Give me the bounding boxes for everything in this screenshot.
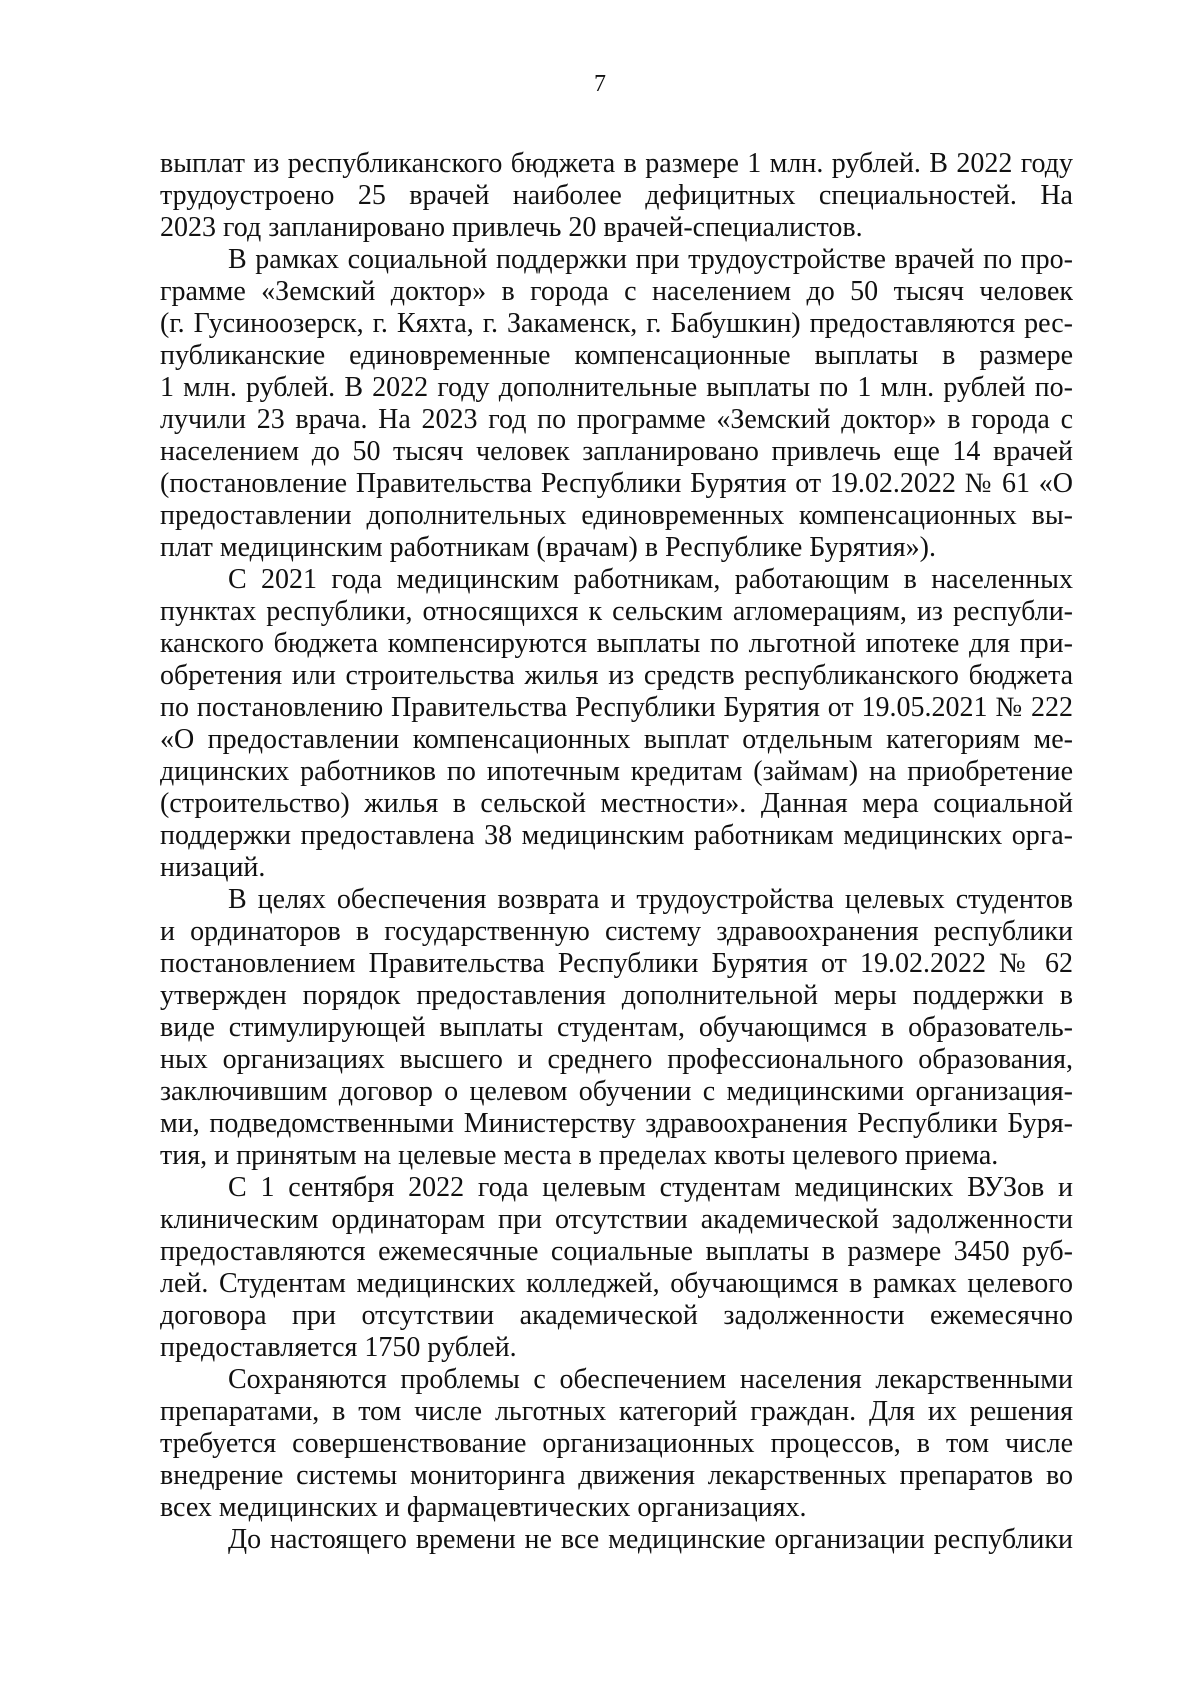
text-line: заключившим договор о целевом обучении с медицинскими организация- <box>160 1076 1073 1107</box>
text-line: внедрение системы мониторинга движения лекарственных препаратов во <box>160 1460 1073 1491</box>
text-line: постановлением Правительства Республики Бурятия от 19.02.2022 № 62 <box>160 948 1073 979</box>
text-line: предоставлении дополнительных единовременных компенсационных вы- <box>160 500 1073 531</box>
text-line: трудоустроено 25 врачей наиболее дефицитных специальностей. На <box>160 180 1073 211</box>
text-line: плат медицинским работникам (врачам) в Республике Бурятия»). <box>160 532 936 563</box>
text-line: дицинских работников по ипотечным кредитам (займам) на приобретение <box>160 756 1073 787</box>
text-line: требуется совершенствование организационных процессов, в том числе <box>160 1428 1073 1459</box>
paragraph <box>160 1524 1073 1556</box>
text-line: предоставляются ежемесячные социальные выплаты в размере 3450 руб- <box>160 1236 1073 1267</box>
text-line: по постановлению Правительства Республики Бурятия от 19.05.2021 № 222 <box>160 692 1073 723</box>
text-line: виде стимулирующей выплаты студентам, обучающимся в образователь- <box>160 1012 1073 1043</box>
text-line: ми, подведомственными Министерству здравоохранения Республики Буря- <box>160 1108 1073 1139</box>
text-line: публиканские единовременные компенсационные выплаты в размере <box>160 340 1073 371</box>
text-line: С 2021 года медицинским работникам, работающим в населенных <box>228 564 1073 595</box>
text-line: населением до 50 тысяч человек запланировано привлечь еще 14 врачей <box>160 436 1073 467</box>
paragraph <box>160 564 1073 884</box>
paragraph <box>160 1172 1073 1364</box>
paragraph <box>160 244 1073 564</box>
text-line: В рамках социальной поддержки при трудоустройстве врачей по про- <box>228 244 1073 275</box>
paragraph <box>160 1364 1073 1524</box>
page-number: 7 <box>594 71 606 97</box>
text-line: договора при отсутствии академической задолженности ежемесячно <box>160 1300 1073 1331</box>
document-body <box>160 148 1073 1556</box>
text-line: и ординаторов в государственную систему здравоохранения республики <box>160 916 1073 947</box>
text-line: 2023 год запланировано привлечь 20 врачей-специалистов. <box>160 212 863 243</box>
text-line: низаций. <box>160 852 266 883</box>
text-line: клиническим ординаторам при отсутствии академической задолженности <box>160 1204 1073 1235</box>
text-line: обретения или строительства жилья из средств республиканского бюджета <box>160 660 1073 691</box>
text-line: (г. Гусиноозерск, г. Кяхта, г. Закаменск, г. Бабушкин) предоставляются рес- <box>160 308 1073 339</box>
text-line: пунктах республики, относящихся к сельским агломерациям, из республи- <box>160 596 1073 627</box>
text-line: ных организациях высшего и среднего профессионального образования, <box>160 1044 1073 1075</box>
text-line: лей. Студентам медицинских колледжей, обучающимся в рамках целевого <box>160 1268 1073 1299</box>
text-line: До настоящего времени не все медицинские организации республики <box>228 1524 1073 1555</box>
text-line: В целях обеспечения возврата и трудоустройства целевых студентов <box>228 884 1073 915</box>
text-line: канского бюджета компенсируются выплаты по льготной ипотеке для при- <box>160 628 1073 659</box>
text-line: поддержки предоставлена 38 медицинским работникам медицинских орга- <box>160 820 1073 851</box>
text-line: всех медицинских и фармацевтических организациях. <box>160 1492 807 1523</box>
text-line: «О предоставлении компенсационных выплат отдельным категориям ме- <box>160 724 1073 755</box>
text-line: утвержден порядок предоставления дополнительной меры поддержки в <box>160 980 1073 1011</box>
text-line: препаратами, в том числе льготных категорий граждан. Для их решения <box>160 1396 1073 1427</box>
text-line: грамме «Земский доктор» в города с населением до 50 тысяч человек <box>160 276 1073 307</box>
text-line: тия, и принятым на целевые места в пределах квоты целевого приема. <box>160 1140 999 1171</box>
text-line: 1 млн. рублей. В 2022 году дополнительные выплаты по 1 млн. рублей по- <box>160 372 1073 403</box>
text-line: лучили 23 врача. На 2023 год по программе «Земский доктор» в города с <box>160 404 1073 435</box>
text-line: (постановление Правительства Республики Бурятия от 19.02.2022 № 61 «О <box>160 468 1073 499</box>
text-line: выплат из республиканского бюджета в размере 1 млн. рублей. В 2022 году <box>160 148 1073 179</box>
text-line: Сохраняются проблемы с обеспечением населения лекарственными <box>228 1364 1073 1395</box>
text-line: С 1 сентября 2022 года целевым студентам медицинских ВУЗов и <box>228 1172 1073 1203</box>
text-line: предоставляется 1750 рублей. <box>160 1332 517 1363</box>
paragraph <box>160 884 1073 1172</box>
paragraph <box>160 148 1073 244</box>
text-line: (строительство) жилья в сельской местности». Данная мера социальной <box>160 788 1073 819</box>
